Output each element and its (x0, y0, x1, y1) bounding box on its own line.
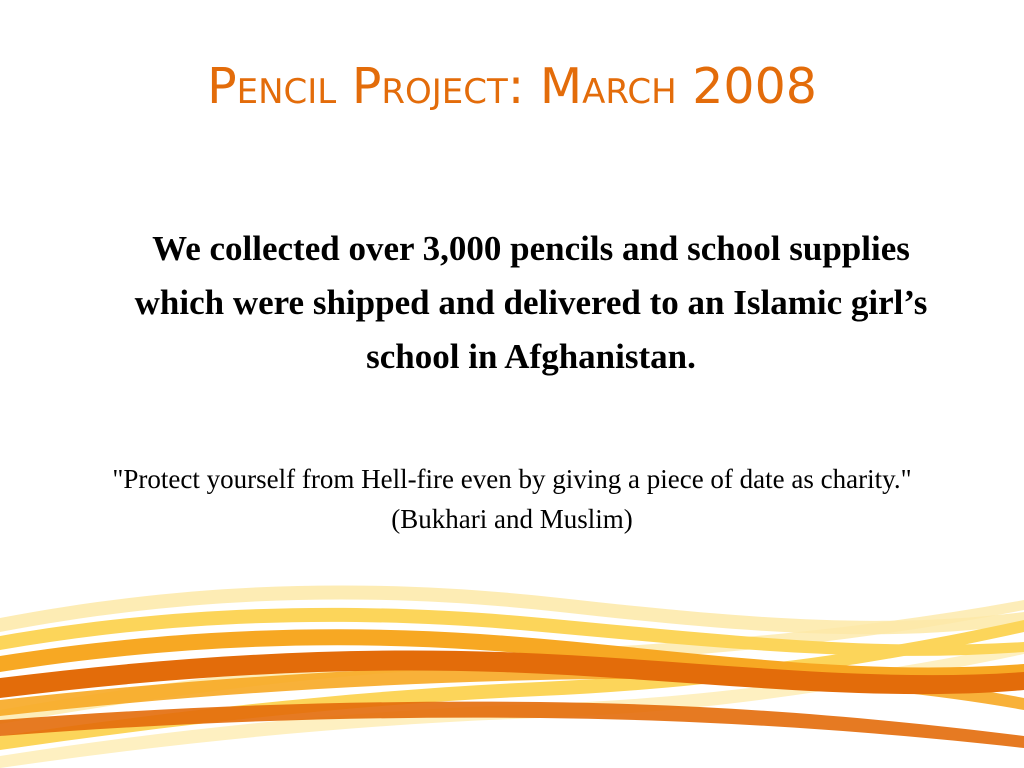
slide-title: Pencil Project: March 2008 (207, 58, 817, 115)
quote-paragraph: "Protect yourself from Hell-fire even by giving a piece of date as charity." (Bukhari and Muslim) (112, 464, 912, 534)
decorative-swoosh (0, 560, 1024, 768)
lead-paragraph: We collected over 3,000 pencils and school supplies which were shipped and delivered to an Islamic girl’s school in Afghanistan. (134, 229, 928, 376)
